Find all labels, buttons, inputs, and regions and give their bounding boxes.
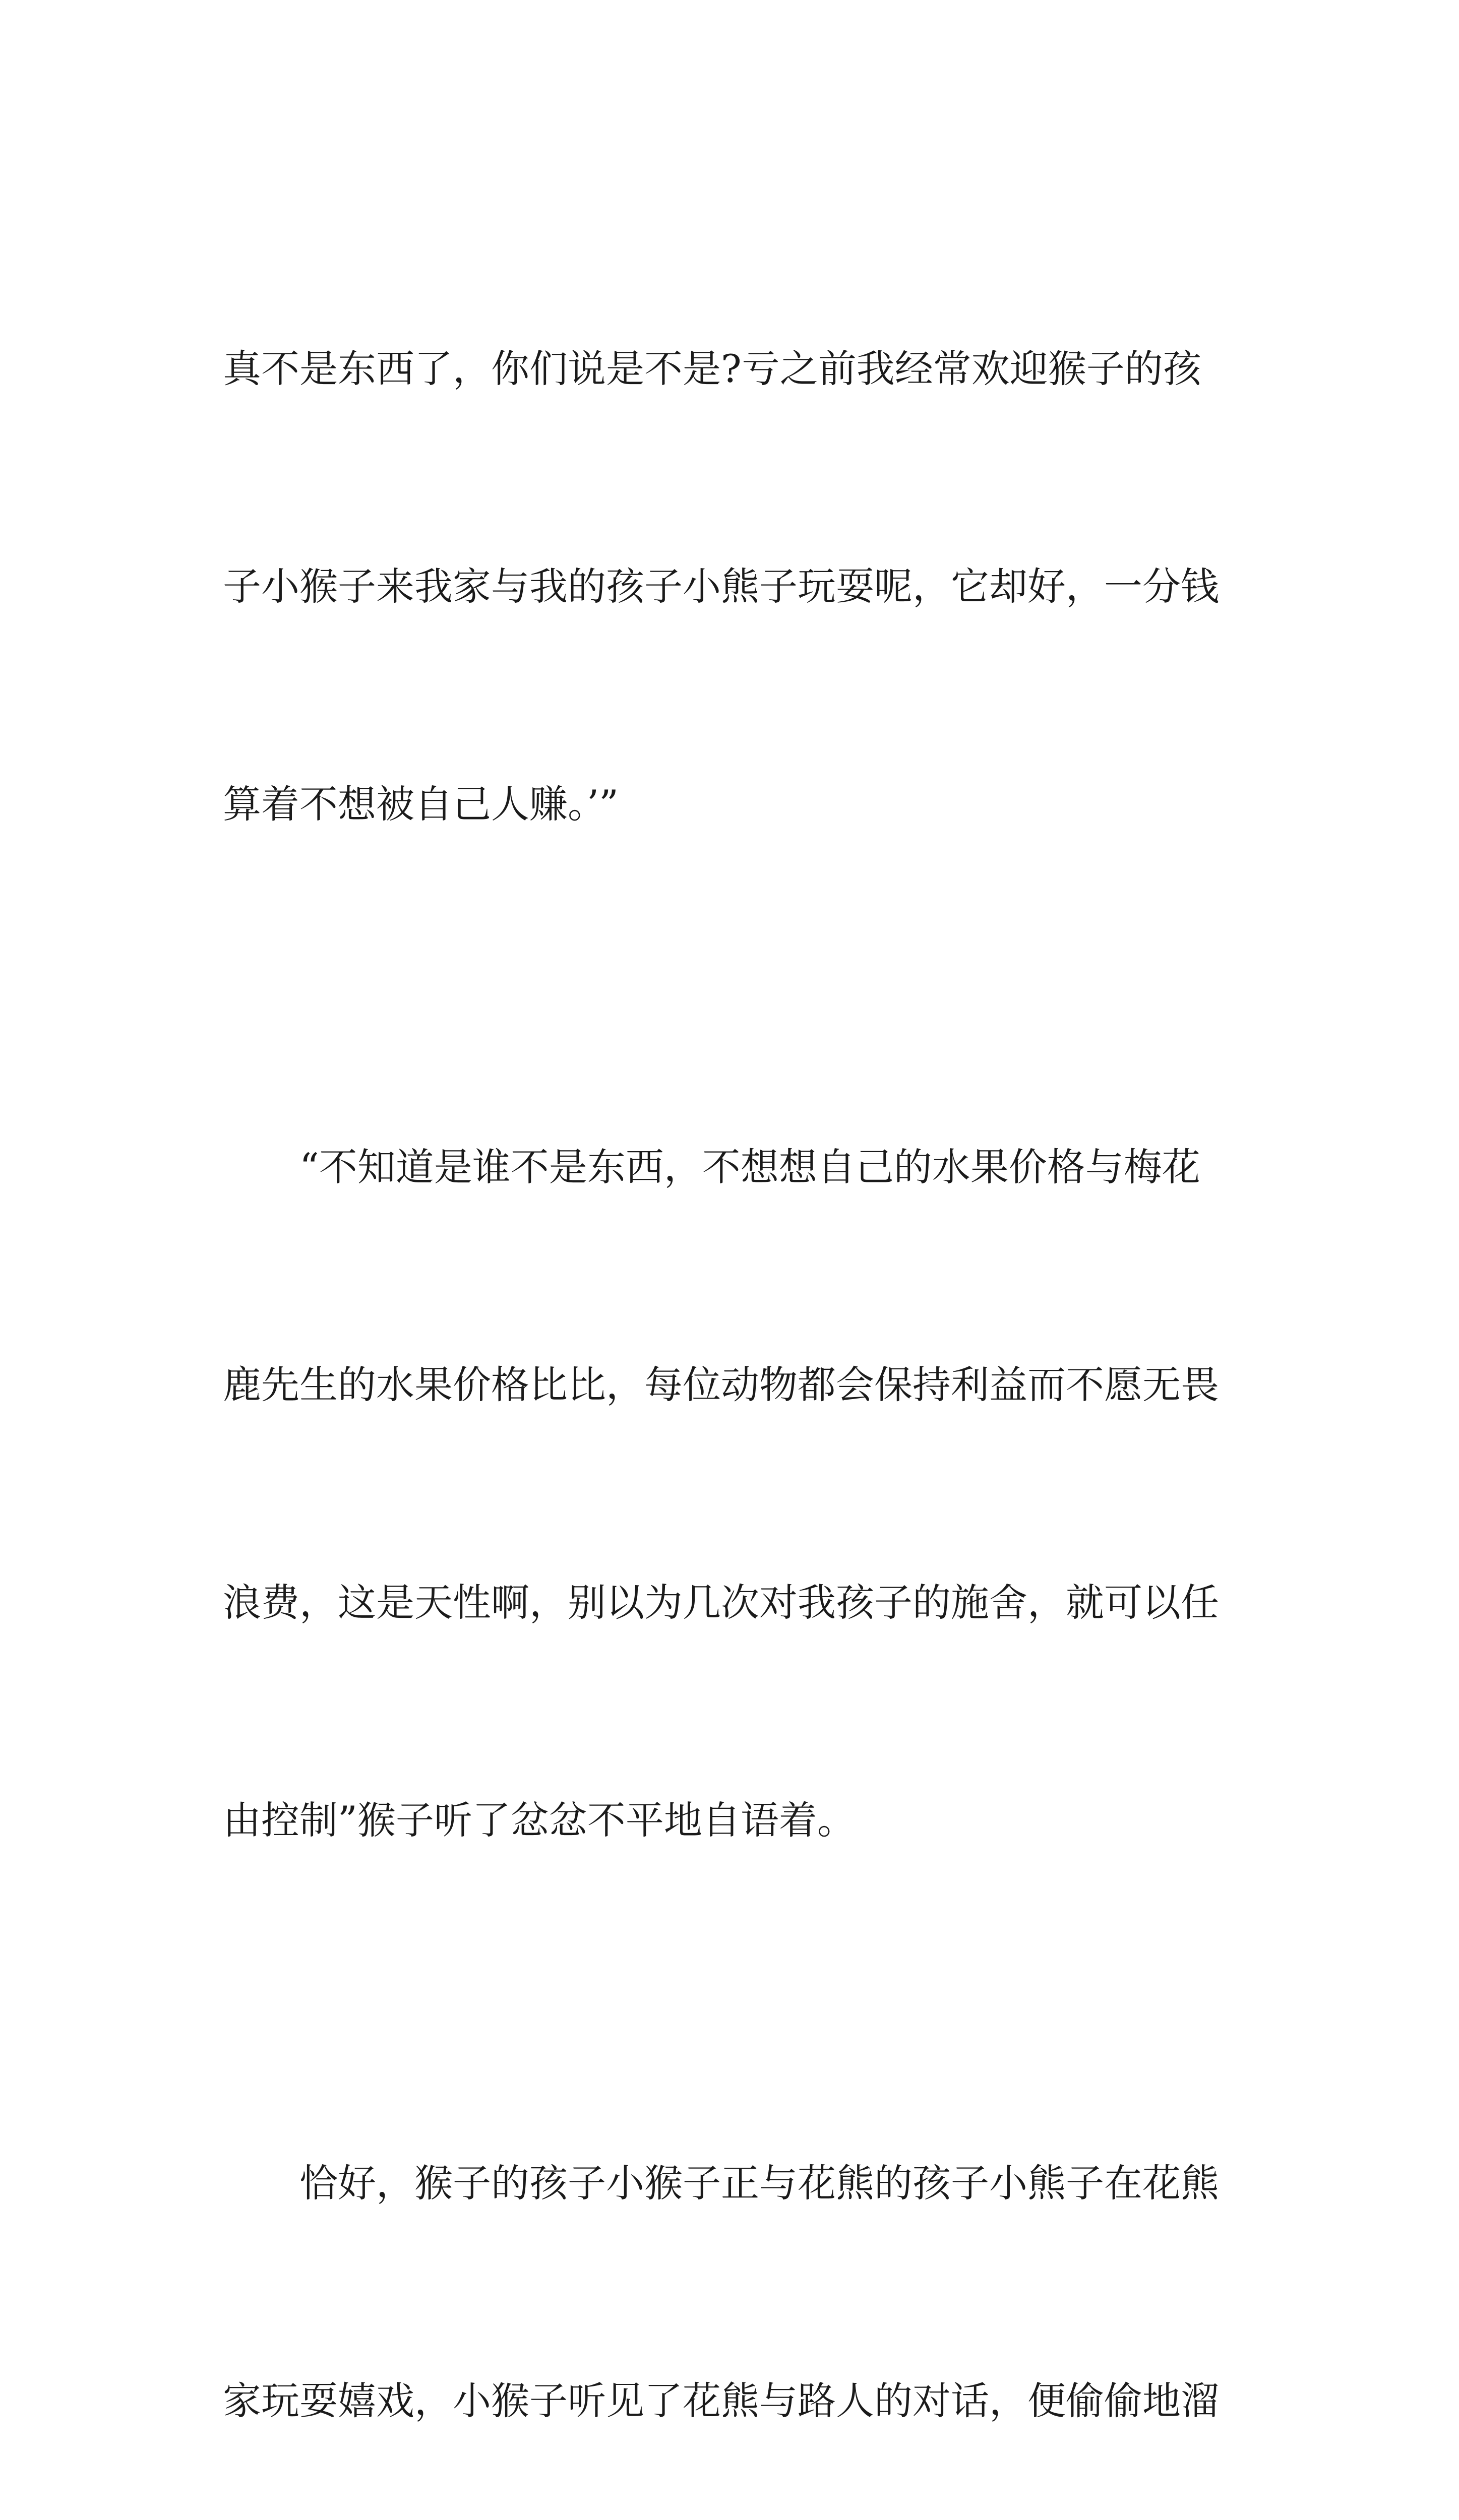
paragraph-1 — [223, 187, 1261, 986]
text-line: 恰好，猴子的孩子小猴子正与花熊的孩子小熊子在花熊 — [223, 2161, 1219, 2206]
text-line: 子小猴子来我家与我的孩子小熊子玩耍呢，它却好，一分钱 — [223, 564, 1219, 609]
body-text — [223, 187, 1261, 2520]
text-line: 家玩耍嬉戏，小猴子听见了花熊与路人的对话，便偷偷地溜 — [223, 2378, 1219, 2423]
text-line: 算着不想被自己人赚。’” — [223, 782, 619, 827]
text-line: 浪费，这是天性啊，别以为几次对我孩子的施舍，就可以任 — [223, 1580, 1219, 1625]
text-line: 鹿先生的水果价格比比，每位动物都会保持利益而不愿无畏 — [223, 1362, 1219, 1407]
text-line: 由控制”猴子听了忿忿不平地自语着。 — [223, 1798, 856, 1843]
paragraph-2 — [223, 986, 1261, 2002]
text-line: “不知道是谁不是东西，不想想自己的水果价格与梅花 — [223, 1145, 1200, 1189]
text-line: 真不是东西了，你们说是不是?亏之前我经常欢迎猴子的孩 — [223, 346, 1201, 391]
paragraph-3 — [223, 2002, 1261, 2520]
